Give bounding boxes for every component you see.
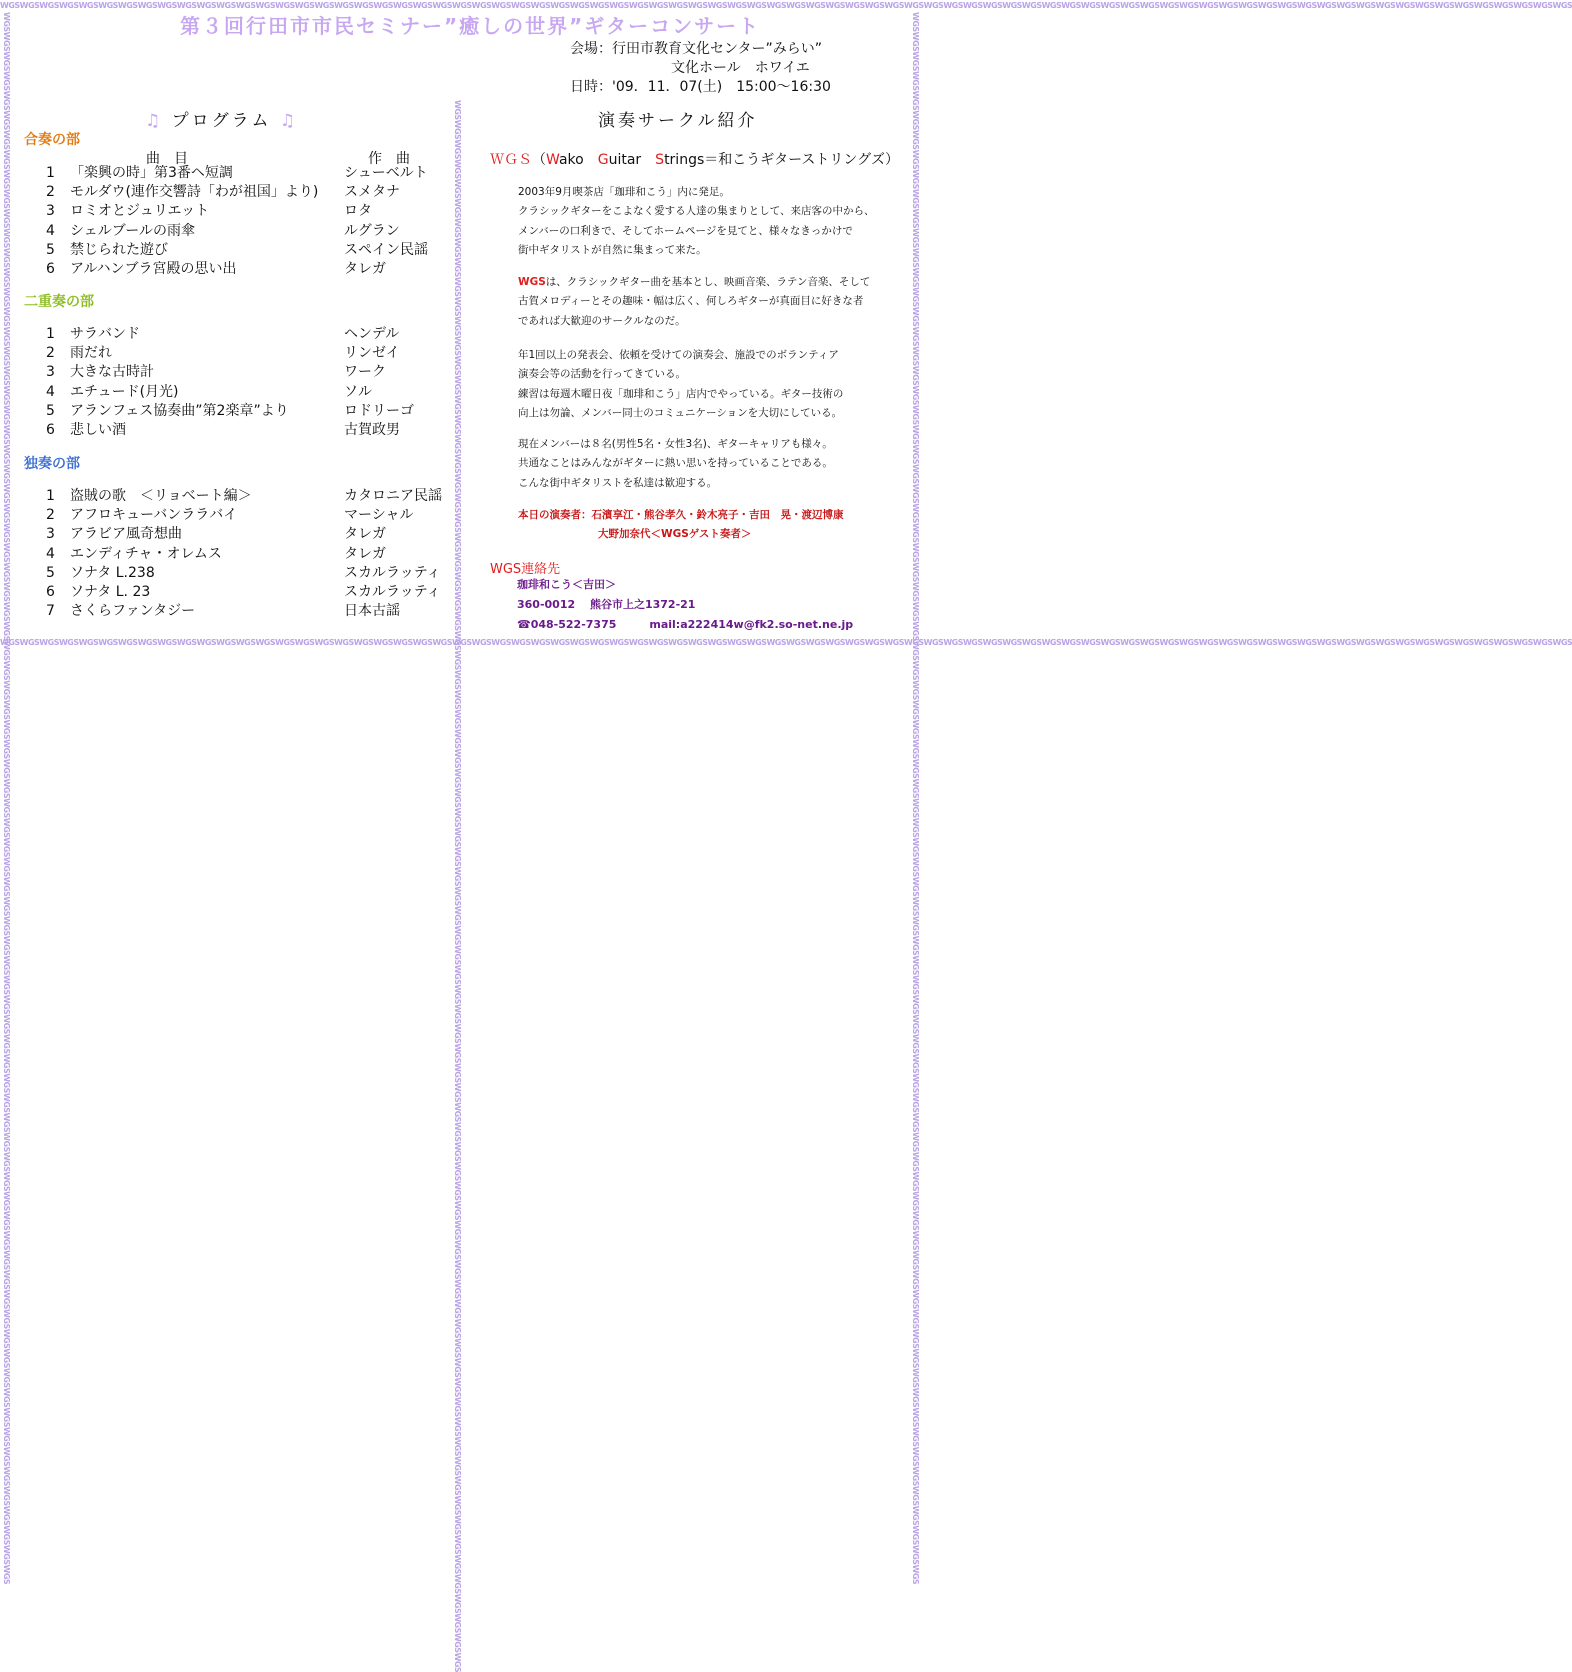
item-composer: マーシャル [344,507,414,524]
item-composer: スカルラッティ [344,564,441,581]
paragraph-line: 練習は毎週木曜日夜「珈琲和こう」店内でやっている。ギター技術の [518,387,844,400]
item-piece: ソナタ L. 23 [70,583,151,600]
circle-paragraph-3 [518,346,903,423]
border-left: WGSWGSWGSWGSWGSWGSWGSWGSWGSWGSWGSWGSWGSWGSWGSWGSWGSWGSWGSWGSWGSWGSWGSWGSWGSWGSWGSWGSWGSWGSWGSWGSWGSWGSWGSWGSWGSWGSWGSWGSWGSWGSWGSWGSWGSWGSWGSWGSWGSWGSWGSWGSWGSWGSWGSWGSWGSWGSWGSWGSWGSWGSWGSWGSWGSWGSWGSWGSWGSWGSWGSWGSWGSWGSWGSWGSWGSWGSWGSWGS [2,12,11,1585]
program-item [46,525,456,544]
item-piece: アフロキューバンララバイ [70,507,238,524]
program-item [46,241,456,260]
section-duet-heading: 二重奏の部 [24,294,94,310]
venue-info [570,40,831,97]
item-piece: シェルブールの雨傘 [70,222,196,239]
paragraph-line: 珈琲和こう＜吉田＞ [517,578,616,591]
item-piece: ソナタ L.238 [70,564,155,581]
circle-name-s-rest: trings＝和こうギターストリングズ） [664,152,899,168]
item-piece: ロミオとジュリエット [70,203,210,220]
program-item [46,506,456,525]
paragraph-line: 演奏会等の活動を行ってきている。 [518,368,686,381]
music-note-icon: ♫ [145,111,164,131]
item-composer: タレガ [344,545,386,562]
program-item [46,222,456,241]
item-piece: 悲しい酒 [70,421,126,438]
item-composer: カタロニア民謡 [344,488,442,504]
program-item [46,164,456,183]
item-piece: サラバンド [70,326,140,342]
item-composer: スカルラッティ [344,583,441,600]
program-item [46,260,456,279]
item-number: 3 [46,364,55,381]
paragraph-line: 共通なことはみんながギターに熱い思いを持っていることである。 [518,457,833,470]
item-number: 1 [46,165,55,181]
item-composer: 日本古謡 [344,603,400,620]
page-title: 第３回行田市市民セミナー”癒しの世界”ギターコンサート [180,14,761,38]
item-number: 3 [46,526,55,543]
paragraph-line: 古賀メロディーとその趣味・幅は広く、何しろギターが真面目に好きな者 [518,295,864,308]
paragraph-line: メンバーの口利きで、そしてホームページを見てと、様々なきっかけで [518,224,853,237]
paragraph-line: こんな街中ギタリストを私達は歓迎する。 [518,476,718,489]
circle-paragraph-1 [518,183,903,260]
item-number: 4 [46,222,55,239]
program-item [46,602,456,621]
item-piece: 大きな古時計 [70,364,154,381]
item-number: 3 [46,203,55,220]
item-composer: スペイン民謡 [344,241,428,258]
duet-list [46,325,456,440]
item-composer: ソル [344,383,372,400]
item-piece: エチュード(月光) [70,383,179,400]
item-number: 2 [46,345,55,362]
item-piece: エンディチャ・オレムス [70,545,222,562]
item-number: 1 [46,326,55,342]
circle-name-w: W [546,152,559,168]
column-composer-header: 作曲 [368,151,424,167]
paragraph-line: であれば大歓迎のサークルなのだ。 [518,314,686,327]
paragraph-line: 街中ギタリストが自然に集まって来た。 [518,243,707,256]
border-bottom: WGSWGSWGSWGSWGSWGSWGSWGSWGSWGSWGSWGSWGSWGSWGSWGSWGSWGSWGSWGSWGSWGSWGSWGSWGSWGSWGSWGSWGSWGSWGSWGSWGSWGSWGSWGSWGSWGSWGSWGSWGSWGSWGSWGSWGSWGSWGSWGSWGSWGSWGSWGSWGSWGSWGSWGSWGSWGSWGSWGSWGSWGSWGSWGSWGSWGSWGSWGSWGSWGSWGSWGSWGSWGSWGSWGSWGSWGSWGSWGS [0,638,1572,647]
program-item [46,325,456,344]
wgs-highlight: WGS [518,276,546,288]
performers-line-2: 大野加奈代＜WGSゲスト奏者＞ [598,528,752,541]
paragraph-line: 年1回以上の発表会、依頼を受けての演奏会、施設でのボランティア [518,349,839,361]
program-item [46,344,456,363]
circle-name-w-rest: ako [558,152,598,168]
item-piece: アランフェス協奏曲”第2楽章”より [70,402,289,419]
item-composer: タレガ [344,260,386,277]
program-item [46,363,456,382]
paragraph-line: 現在メンバーは８名(男性5名・女性3名)、ギターキャリアも様々。 [518,438,833,450]
item-number: 5 [46,402,55,419]
music-note-icon: ♫ [279,111,299,131]
item-number: 5 [46,241,55,258]
program-item [46,564,456,583]
program-item [46,383,456,402]
paragraph-line: 2003年9月喫茶店「珈琲和こう」内に発足。 [518,186,730,198]
circle-name-abbr: ＷＧＳ [490,152,532,168]
paragraph-line [518,273,903,292]
item-piece: モルダウ(連作交響詩「わが祖国」より) [70,184,319,201]
item-number: 7 [46,603,55,620]
item-piece: 盗賊の歌 ＜リョベート編＞ [70,488,252,504]
program-item [46,545,456,564]
program-title [145,106,298,131]
paragraph-line: クラシックギターをこよなく愛する人達の集まりとして、来店客の中から、 [518,205,875,218]
column-piece-header: 曲目 [146,151,202,167]
item-composer: スメタナ [344,184,400,201]
item-number: 2 [46,507,55,524]
program-item [46,487,456,506]
border-top: WGSWGSWGSWGSWGSWGSWGSWGSWGSWGSWGSWGSWGSWGSWGSWGSWGSWGSWGSWGSWGSWGSWGSWGSWGSWGSWGSWGSWGSWGSWGSWGSWGSWGSWGSWGSWGSWGSWGSWGSWGSWGSWGSWGSWGSWGSWGSWGSWGSWGSWGSWGSWGSWGSWGSWGSWGSWGSWGSWGSWGSWGSWGSWGSWGSWGSWGSWGSWGSWGSWGSWGSWGSWGSWGSWGSWGSWGSWGSWGS [0,1,1572,10]
item-number: 1 [46,488,55,504]
item-composer: シューベルト [344,165,428,181]
item-piece: アラビア風奇想曲 [70,526,182,543]
item-composer: ルグラン [344,222,400,239]
item-number: 2 [46,184,55,201]
circle-paragraph-2 [518,273,903,331]
program-item [46,183,456,202]
circle-title: 演奏サークル紹介 [598,111,758,131]
item-composer: ロドリーゴ [344,402,414,419]
border-divider: WGSWGSWGSWGSWGSWGSWGSWGSWGSWGSWGSWGSWGSWGSWGSWGSWGSWGSWGSWGSWGSWGSWGSWGSWGSWGSWGSWGSWGSWGSWGSWGSWGSWGSWGSWGSWGSWGSWGSWGSWGSWGSWGSWGSWGSWGSWGSWGSWGSWGSWGSWGSWGSWGSWGSWGSWGSWGSWGSWGSWGSWGSWGSWGSWGSWGSWGSWGSWGSWGSWGSWGSWGSWGSWGSWGSWGSWGSWGSWGS [453,100,462,1672]
item-number: 6 [46,421,55,438]
item-number: 6 [46,583,55,600]
item-number: 6 [46,260,55,277]
item-composer: タレガ [344,526,386,543]
paragraph-line: 向上は勿論、メンバー同士のコミュニケーションを大切にしている。 [518,406,843,419]
circle-name-s: S [655,152,665,168]
paragraph-line: 360-0012 熊谷市上之1372-21 [517,598,696,611]
circle-name-g: G [597,152,609,168]
item-piece: アルハンブラ宮殿の思い出 [70,260,237,277]
item-piece: 「楽興の時」第3番ヘ短調 [70,165,233,181]
border-right: WGSWGSWGSWGSWGSWGSWGSWGSWGSWGSWGSWGSWGSWGSWGSWGSWGSWGSWGSWGSWGSWGSWGSWGSWGSWGSWGSWGSWGSWGSWGSWGSWGSWGSWGSWGSWGSWGSWGSWGSWGSWGSWGSWGSWGSWGSWGSWGSWGSWGSWGSWGSWGSWGSWGSWGSWGSWGSWGSWGSWGSWGSWGSWGSWGSWGSWGSWGSWGSWGSWGSWGSWGSWGSWGSWGSWGSWGSWGSWGS [911,12,920,1585]
program-item [46,402,456,421]
item-number: 5 [46,564,55,581]
venue-date: 日時：'09．11．07(土) 15:00～16:30 [570,79,831,95]
circle-name [490,149,899,169]
program-title-text: プログラム [171,111,272,131]
contact-info [517,575,853,635]
item-piece: さくらファンタジー [70,603,196,620]
circle-name-g-rest: uitar [608,152,656,168]
section-ensemble-heading: 合奏の部 [24,132,80,148]
ensemble-list [46,164,456,279]
circle-paragraph-4 [518,435,903,493]
item-piece: 禁じられた遊び [70,241,168,258]
paragraph-text: は、クラシックギター曲を基本とし、映画音楽、ラテン音楽、そして [545,276,871,288]
program-item [46,583,456,602]
program-item [46,421,456,440]
solo-list [46,487,456,621]
section-solo-heading: 独奏の部 [24,456,80,472]
venue-line-1: 会場：行田市教育文化センター”みらい” [570,41,822,57]
item-composer: ロタ [344,203,372,220]
item-composer: ワーク [344,364,386,381]
performers-line-1: 本日の演奏者：石濱享江・熊谷孝久・鈴木亮子・吉田 晃・渡辺博康 [518,509,844,521]
item-composer: ヘンデル [344,326,400,342]
contact-heading: WGS連絡先 [490,562,561,577]
performers [518,506,844,544]
item-composer: 古賀政男 [344,421,400,438]
item-number: 4 [46,545,55,562]
venue-line-2: 文化ホール ホワイエ [671,60,810,76]
program-item [46,202,456,221]
item-piece: 雨だれ [70,345,112,362]
item-number: 4 [46,383,55,400]
paragraph-line: ☎048-522-7375 mail:a222414w@fk2.so-net.ne.jp [517,618,854,631]
circle-name-paren: （ [532,152,546,168]
item-composer: リンゼイ [344,345,400,362]
